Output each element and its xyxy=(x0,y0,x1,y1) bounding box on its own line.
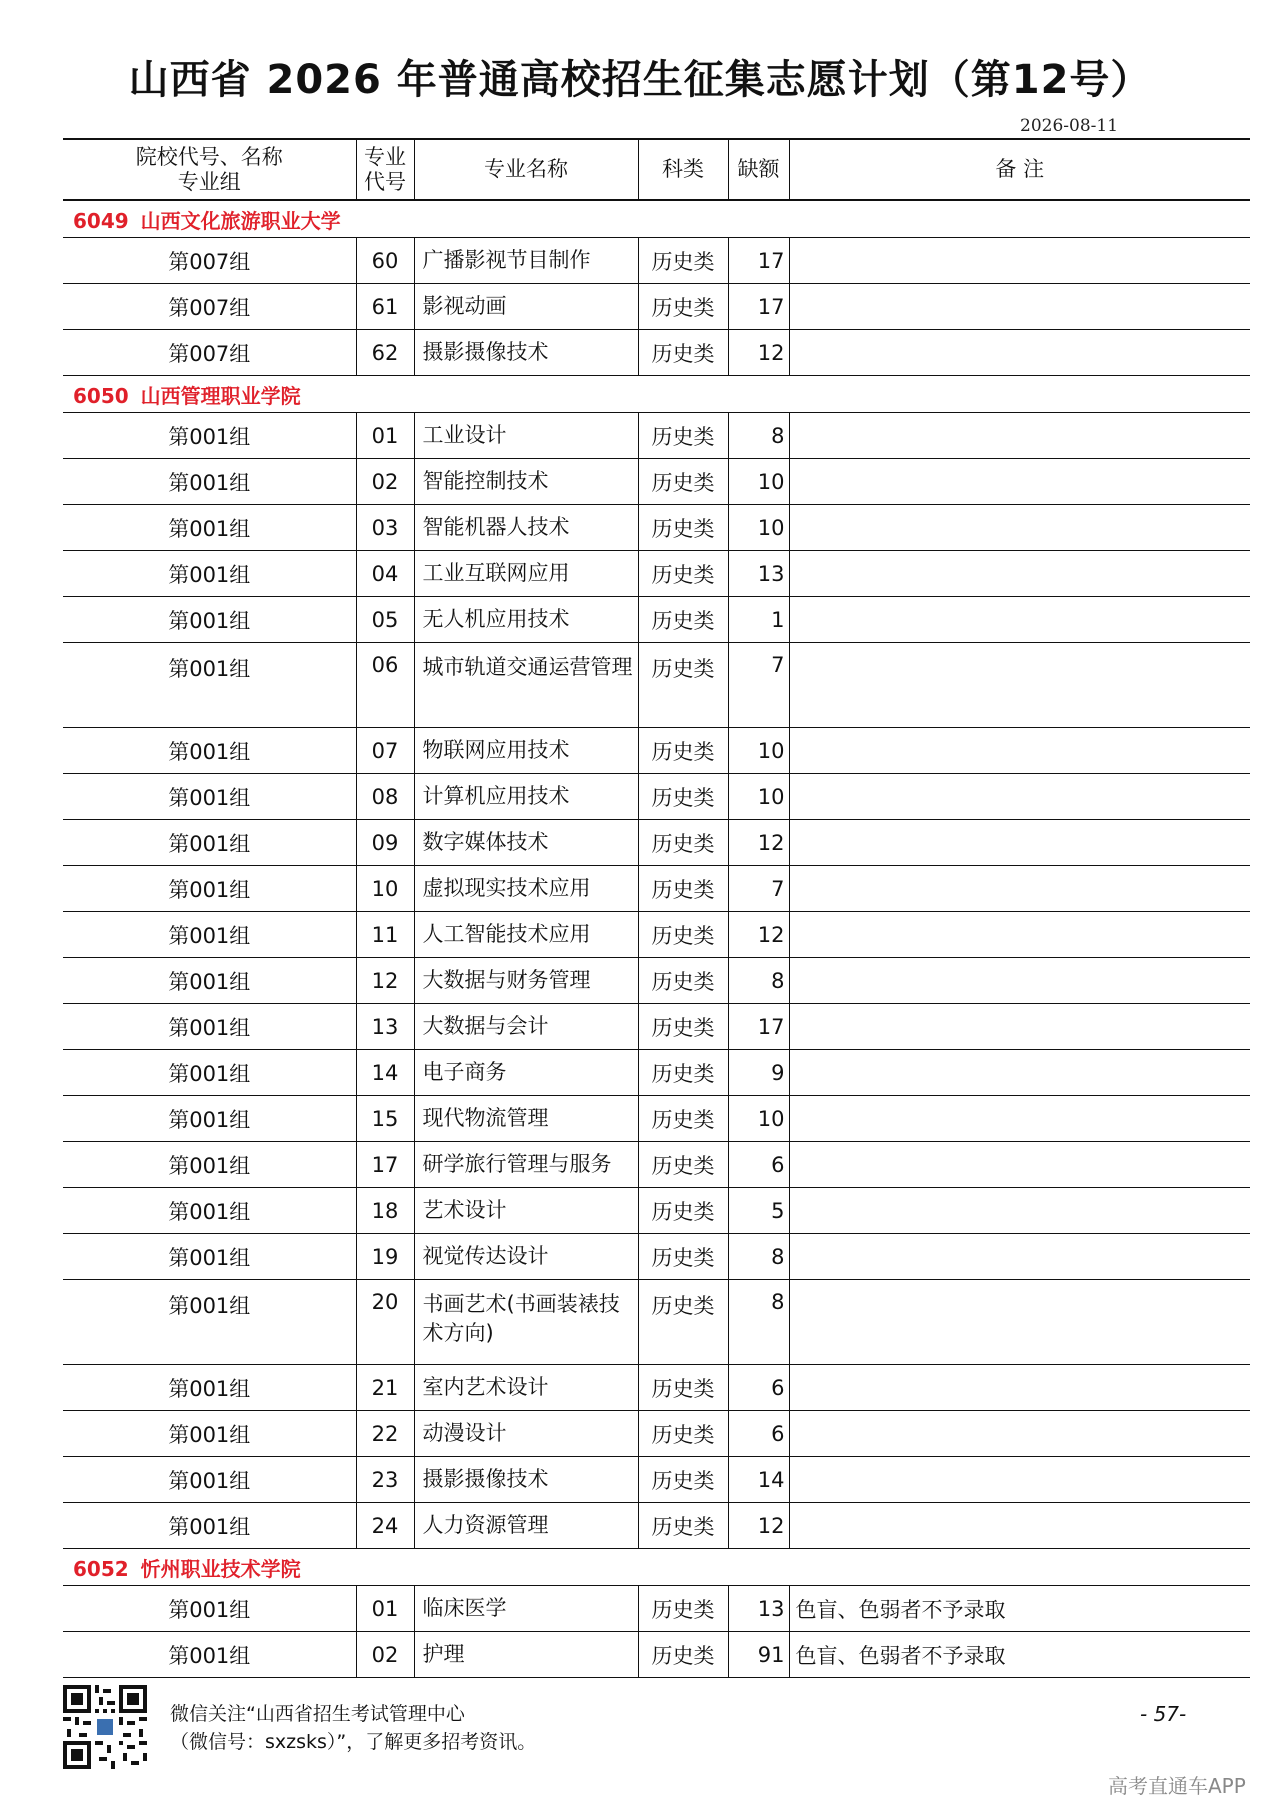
school-header-row xyxy=(63,200,1250,238)
group-cell: 第001组 xyxy=(63,1234,356,1280)
header-school-line1: 院校代号、名称 xyxy=(135,144,283,169)
note-cell xyxy=(789,643,1250,728)
group-cell: 第001组 xyxy=(63,1503,356,1549)
quota-cell: 8 xyxy=(728,1234,789,1280)
quota-cell: 13 xyxy=(728,551,789,597)
header-school-line2: 专业组 xyxy=(177,169,241,194)
major-name-cell: 工业互联网应用 xyxy=(414,551,638,597)
note-cell xyxy=(789,1280,1250,1365)
note-cell xyxy=(789,551,1250,597)
table-row xyxy=(63,597,1250,643)
category-cell: 历史类 xyxy=(638,284,728,330)
category-cell: 历史类 xyxy=(638,1004,728,1050)
category-cell: 历史类 xyxy=(638,1280,728,1365)
group-cell: 第001组 xyxy=(63,1586,356,1632)
group-cell: 第001组 xyxy=(63,1096,356,1142)
major-name-cell: 计算机应用技术 xyxy=(414,774,638,820)
group-cell: 第001组 xyxy=(63,643,356,728)
school-header-row xyxy=(63,1549,1250,1586)
major-name-cell: 摄影摄像技术 xyxy=(414,330,638,376)
school-code: 6050 xyxy=(73,383,129,408)
note-cell: 色盲、色弱者不予录取 xyxy=(789,1586,1250,1632)
header-category: 科类 xyxy=(638,139,728,200)
major-code-cell: 09 xyxy=(356,820,414,866)
table-row xyxy=(63,505,1250,551)
major-code-cell: 62 xyxy=(356,330,414,376)
enrollment-plan-table xyxy=(63,138,1250,1678)
major-name-cell: 室内艺术设计 xyxy=(414,1365,638,1411)
major-code-cell: 07 xyxy=(356,728,414,774)
note-cell xyxy=(789,774,1250,820)
quota-cell: 6 xyxy=(728,1365,789,1411)
table-row xyxy=(63,1234,1250,1280)
note-cell xyxy=(789,597,1250,643)
quota-cell: 10 xyxy=(728,459,789,505)
major-name-cell: 影视动画 xyxy=(414,284,638,330)
table-body xyxy=(63,200,1250,1678)
category-cell: 历史类 xyxy=(638,1503,728,1549)
school-code: 6052 xyxy=(73,1556,129,1581)
group-cell: 第001组 xyxy=(63,912,356,958)
major-name-cell: 人力资源管理 xyxy=(414,1503,638,1549)
group-cell: 第001组 xyxy=(63,728,356,774)
quota-cell: 12 xyxy=(728,912,789,958)
category-cell: 历史类 xyxy=(638,1050,728,1096)
group-cell: 第007组 xyxy=(63,284,356,330)
category-cell: 历史类 xyxy=(638,1411,728,1457)
category-cell: 历史类 xyxy=(638,459,728,505)
quota-cell: 91 xyxy=(728,1632,789,1678)
category-cell: 历史类 xyxy=(638,597,728,643)
major-name-cell: 人工智能技术应用 xyxy=(414,912,638,958)
quota-cell: 13 xyxy=(728,1586,789,1632)
school-header xyxy=(63,1549,1250,1586)
major-name-cell: 电子商务 xyxy=(414,1050,638,1096)
major-code-cell: 08 xyxy=(356,774,414,820)
major-code-cell: 17 xyxy=(356,1142,414,1188)
note-cell xyxy=(789,728,1250,774)
major-name-cell: 临床医学 xyxy=(414,1586,638,1632)
group-cell: 第001组 xyxy=(63,958,356,1004)
note-cell xyxy=(789,912,1250,958)
note-cell xyxy=(789,866,1250,912)
major-name-cell: 智能机器人技术 xyxy=(414,505,638,551)
major-code-cell: 04 xyxy=(356,551,414,597)
quota-cell: 6 xyxy=(728,1411,789,1457)
footer-line2: （微信号：sxzsks）”，了解更多招考资讯。 xyxy=(170,1731,537,1753)
table-row xyxy=(63,459,1250,505)
quota-cell: 17 xyxy=(728,284,789,330)
quota-cell: 12 xyxy=(728,820,789,866)
note-cell xyxy=(789,1050,1250,1096)
footer-line1: 微信关注“山西省招生考试管理中心 xyxy=(170,1703,465,1725)
table-row xyxy=(63,1188,1250,1234)
major-name-cell: 现代物流管理 xyxy=(414,1096,638,1142)
note-cell xyxy=(789,958,1250,1004)
major-code-cell: 03 xyxy=(356,505,414,551)
group-cell: 第001组 xyxy=(63,1050,356,1096)
category-cell: 历史类 xyxy=(638,1457,728,1503)
category-cell: 历史类 xyxy=(638,551,728,597)
table-row xyxy=(63,912,1250,958)
table-row xyxy=(63,551,1250,597)
category-cell: 历史类 xyxy=(638,413,728,459)
major-code-cell: 19 xyxy=(356,1234,414,1280)
table-row xyxy=(63,1411,1250,1457)
category-cell: 历史类 xyxy=(638,958,728,1004)
table-row xyxy=(63,1457,1250,1503)
note-cell xyxy=(789,413,1250,459)
category-cell: 历史类 xyxy=(638,1365,728,1411)
category-cell: 历史类 xyxy=(638,1142,728,1188)
major-code-cell: 05 xyxy=(356,597,414,643)
note-cell xyxy=(789,1365,1250,1411)
group-cell: 第001组 xyxy=(63,820,356,866)
group-cell: 第001组 xyxy=(63,774,356,820)
category-cell: 历史类 xyxy=(638,643,728,728)
table-row xyxy=(63,820,1250,866)
group-cell: 第007组 xyxy=(63,330,356,376)
school-header xyxy=(63,376,1250,413)
table-row xyxy=(63,1004,1250,1050)
group-cell: 第001组 xyxy=(63,1457,356,1503)
quota-cell: 10 xyxy=(728,728,789,774)
table-row xyxy=(63,413,1250,459)
note-cell xyxy=(789,1234,1250,1280)
major-name-cell: 摄影摄像技术 xyxy=(414,1457,638,1503)
note-cell xyxy=(789,1004,1250,1050)
table-row xyxy=(63,1586,1250,1632)
note-cell xyxy=(789,459,1250,505)
quota-cell: 1 xyxy=(728,597,789,643)
table-row xyxy=(63,1365,1250,1411)
table-row xyxy=(63,1503,1250,1549)
major-code-cell: 01 xyxy=(356,413,414,459)
category-cell: 历史类 xyxy=(638,912,728,958)
group-cell: 第001组 xyxy=(63,1142,356,1188)
quota-cell: 6 xyxy=(728,1142,789,1188)
major-name-cell: 城市轨道交通运营管理 xyxy=(414,643,638,728)
qr-code-icon xyxy=(63,1685,147,1769)
category-cell: 历史类 xyxy=(638,1632,728,1678)
category-cell: 历史类 xyxy=(638,1188,728,1234)
major-name-cell: 智能控制技术 xyxy=(414,459,638,505)
note-cell xyxy=(789,1188,1250,1234)
category-cell: 历史类 xyxy=(638,1586,728,1632)
header-code-line1: 专业 xyxy=(364,144,406,169)
group-cell: 第001组 xyxy=(63,597,356,643)
table-row xyxy=(63,774,1250,820)
publish-date: 2026-08-11 xyxy=(1020,116,1119,136)
quota-cell: 8 xyxy=(728,1280,789,1365)
header-major-code xyxy=(356,139,414,200)
group-cell: 第001组 xyxy=(63,413,356,459)
category-cell: 历史类 xyxy=(638,774,728,820)
note-cell xyxy=(789,284,1250,330)
category-cell: 历史类 xyxy=(638,1234,728,1280)
header-major-name: 专业名称 xyxy=(414,139,638,200)
category-cell: 历史类 xyxy=(638,866,728,912)
school-header xyxy=(63,200,1250,238)
table-row xyxy=(63,643,1250,728)
category-cell: 历史类 xyxy=(638,238,728,284)
category-cell: 历史类 xyxy=(638,505,728,551)
group-cell: 第001组 xyxy=(63,1365,356,1411)
major-code-cell: 20 xyxy=(356,1280,414,1365)
header-school xyxy=(63,139,356,200)
major-name-cell: 数字媒体技术 xyxy=(414,820,638,866)
school-name: 山西管理职业学院 xyxy=(140,383,301,408)
quota-cell: 7 xyxy=(728,866,789,912)
major-code-cell: 14 xyxy=(356,1050,414,1096)
category-cell: 历史类 xyxy=(638,330,728,376)
note-cell: 色盲、色弱者不予录取 xyxy=(789,1632,1250,1678)
group-cell: 第001组 xyxy=(63,459,356,505)
major-name-cell: 大数据与财务管理 xyxy=(414,958,638,1004)
note-cell xyxy=(789,1142,1250,1188)
group-cell: 第007组 xyxy=(63,238,356,284)
major-name-cell: 动漫设计 xyxy=(414,1411,638,1457)
major-code-cell: 02 xyxy=(356,1632,414,1678)
major-code-cell: 21 xyxy=(356,1365,414,1411)
header-code-line2: 代号 xyxy=(364,169,406,194)
note-cell xyxy=(789,820,1250,866)
major-code-cell: 13 xyxy=(356,1004,414,1050)
note-cell xyxy=(789,1503,1250,1549)
major-name-cell: 大数据与会计 xyxy=(414,1004,638,1050)
major-name-cell: 虚拟现实技术应用 xyxy=(414,866,638,912)
quota-cell: 8 xyxy=(728,413,789,459)
table-row xyxy=(63,958,1250,1004)
table-row xyxy=(63,1280,1250,1365)
group-cell: 第001组 xyxy=(63,866,356,912)
table-row xyxy=(63,238,1250,284)
table-row xyxy=(63,284,1250,330)
group-cell: 第001组 xyxy=(63,505,356,551)
group-cell: 第001组 xyxy=(63,1411,356,1457)
table-row xyxy=(63,330,1250,376)
major-code-cell: 11 xyxy=(356,912,414,958)
major-name-cell: 工业设计 xyxy=(414,413,638,459)
quota-cell: 12 xyxy=(728,330,789,376)
major-code-cell: 15 xyxy=(356,1096,414,1142)
header-row xyxy=(63,139,1250,200)
major-name-cell: 研学旅行管理与服务 xyxy=(414,1142,638,1188)
major-code-cell: 18 xyxy=(356,1188,414,1234)
note-cell xyxy=(789,330,1250,376)
group-cell: 第001组 xyxy=(63,551,356,597)
note-cell xyxy=(789,238,1250,284)
school-code: 6049 xyxy=(73,208,129,233)
table-row xyxy=(63,728,1250,774)
major-name-cell: 无人机应用技术 xyxy=(414,597,638,643)
category-cell: 历史类 xyxy=(638,1096,728,1142)
quota-cell: 17 xyxy=(728,1004,789,1050)
major-code-cell: 60 xyxy=(356,238,414,284)
quota-cell: 5 xyxy=(728,1188,789,1234)
footer-note xyxy=(170,1700,536,1756)
quota-cell: 10 xyxy=(728,505,789,551)
note-cell xyxy=(789,1457,1250,1503)
group-cell: 第001组 xyxy=(63,1632,356,1678)
major-name-cell: 书画艺术(书画装裱技术方向) xyxy=(414,1280,638,1365)
major-code-cell: 24 xyxy=(356,1503,414,1549)
category-cell: 历史类 xyxy=(638,728,728,774)
header-note: 备 注 xyxy=(789,139,1250,200)
major-name-cell: 护理 xyxy=(414,1632,638,1678)
major-code-cell: 10 xyxy=(356,866,414,912)
major-name-cell: 艺术设计 xyxy=(414,1188,638,1234)
quota-cell: 10 xyxy=(728,774,789,820)
quota-cell: 10 xyxy=(728,1096,789,1142)
quota-cell: 14 xyxy=(728,1457,789,1503)
watermark: 高考直通车APP xyxy=(1108,1774,1246,1798)
school-header-row xyxy=(63,376,1250,413)
table-row xyxy=(63,1050,1250,1096)
quota-cell: 7 xyxy=(728,643,789,728)
page-title: 山西省 2026 年普通高校招生征集志愿计划（第12号） xyxy=(128,57,1152,103)
school-name: 忻州职业技术学院 xyxy=(140,1556,301,1581)
major-name-cell: 广播影视节目制作 xyxy=(414,238,638,284)
note-cell xyxy=(789,505,1250,551)
note-cell xyxy=(789,1411,1250,1457)
school-name: 山西文化旅游职业大学 xyxy=(140,208,341,233)
page-number: - 57- xyxy=(1140,1702,1187,1726)
major-code-cell: 02 xyxy=(356,459,414,505)
quota-cell: 8 xyxy=(728,958,789,1004)
quota-cell: 17 xyxy=(728,238,789,284)
major-code-cell: 06 xyxy=(356,643,414,728)
category-cell: 历史类 xyxy=(638,820,728,866)
table-row xyxy=(63,866,1250,912)
group-cell: 第001组 xyxy=(63,1188,356,1234)
major-code-cell: 01 xyxy=(356,1586,414,1632)
table-row xyxy=(63,1096,1250,1142)
major-code-cell: 22 xyxy=(356,1411,414,1457)
group-cell: 第001组 xyxy=(63,1280,356,1365)
major-name-cell: 视觉传达设计 xyxy=(414,1234,638,1280)
major-name-cell: 物联网应用技术 xyxy=(414,728,638,774)
major-code-cell: 12 xyxy=(356,958,414,1004)
table-row xyxy=(63,1632,1250,1678)
major-code-cell: 23 xyxy=(356,1457,414,1503)
group-cell: 第001组 xyxy=(63,1004,356,1050)
header-quota: 缺额 xyxy=(728,139,789,200)
table-row xyxy=(63,1142,1250,1188)
quota-cell: 9 xyxy=(728,1050,789,1096)
major-code-cell: 61 xyxy=(356,284,414,330)
note-cell xyxy=(789,1096,1250,1142)
quota-cell: 12 xyxy=(728,1503,789,1549)
